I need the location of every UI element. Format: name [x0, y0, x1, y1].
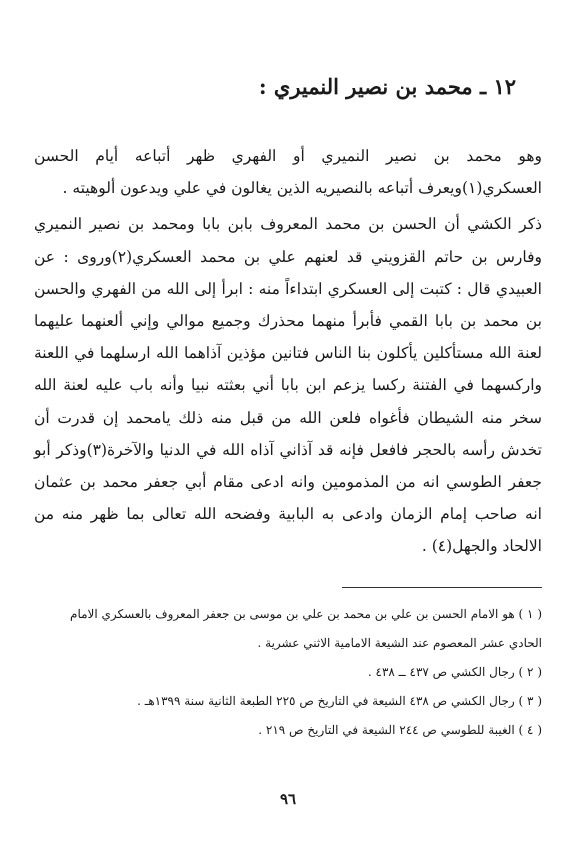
paragraph: وهو محمد بن نصير النميري أو الفهري ظهر أتباعه أيام الحسن العسكري(١)ويعرف أتباعه بالنصيريه الذين يغالون في علي ويدعون ألوهيته .: [34, 147, 542, 198]
footnotes: [34, 600, 542, 745]
footnote-divider: [342, 587, 542, 588]
body-text: [34, 140, 542, 563]
footnote: ( ٤ ) الغيبة للطوسي ص ٢٤٤ الشيعة في التاريخ ص ٢١٩ .: [258, 723, 542, 737]
footnote: ( ١ ) هو الامام الحسن بن علي بن محمد بن علي بن موسى بن جعفر المعروف بالعسكري الامام الحادي عشر المعصوم عند الشيعة الامامية الاثني عشرية .: [70, 607, 542, 650]
footnote: ( ٢ ) رجال الكشي ص ٤٣٧ ــ ٤٣٨ .: [367, 665, 542, 679]
page-number: ٩٦: [279, 790, 297, 808]
paragraph: ذكر الكشي أن الحسن بن محمد المعروف بابن بابا ومحمد بن نصير النميري وفارس بن حاتم القزويني قد لعنهم علي بن محمد العسكري(٢)وروى : عن العبيدي قال : كتبت إلى العسكري ابتداءاً منه : ابرأ إلى الله من الفهري والحسن بن محمد بن بابا القمي فأبرأ منهما محذرك وجميع موالي وإني ألعنهما عليهما لعنة الله مستأكلين يأكلون بنا الناس فتانين مؤذين آذاهما الله ارسلهما في اللعنة واركسهما في الفتنة ركسا يزعم ابن بابا أني بعثته نبيا وأنه باب عليه لعنة الله سخر منه الشيطان فأغواه فلعن الله من قبل منه ذلك يامحمد إن قدرت أن تخدش رأسه بالحجر فافعل فإنه قد آذاني آذاه الله في الدنيا والآخرة(٣)وذكر أبو جعفر الطوسي انه من المذمومين وانه ادعى مقام أبي جعفر محمد بن عثمان انه صاحب إمام الزمان وادعى به البابية وفضحه الله تعالى بما ظهر منه من الالحاد والجهل(٤) .: [34, 215, 543, 556]
footnote: ( ٣ ) رجال الكشي ص ٤٣٨ الشيعة في التاريخ ص ٢٢٥ الطبعة الثانية سنة ١٣٩٩هـ .: [137, 694, 542, 708]
section-heading: ١٢ ـ محمد بن نصير النميري :: [258, 74, 516, 99]
